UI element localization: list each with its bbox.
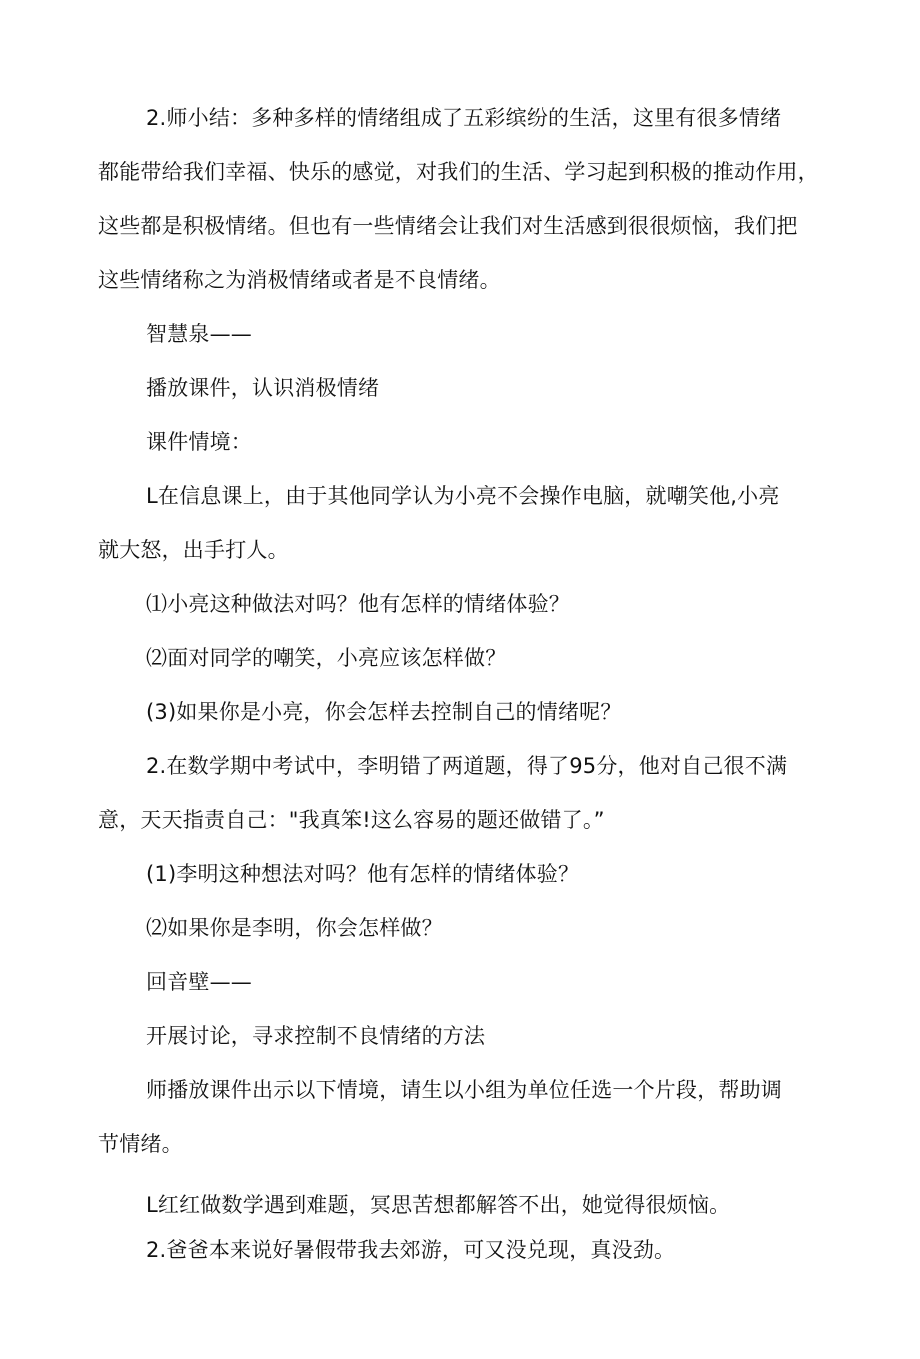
paragraph-line: 就大怒，出手打人。 — [98, 538, 289, 562]
question-item: ⑵面对同学的嘲笑，小亮应该怎样做？ — [146, 646, 507, 670]
paragraph-line: 节情绪。 — [98, 1132, 183, 1156]
paragraph-line: 这些情绪称之为消极情绪或者是不良情绪。 — [98, 268, 501, 292]
list-item: 2.爸爸本来说好暑假带我去郊游，可又没兑现，真没劲。 — [146, 1238, 676, 1262]
question-item: (3)如果你是小亮，你会怎样去控制自己的情绪呢？ — [146, 700, 622, 724]
paragraph-line: 都能带给我们幸福、快乐的感觉，对我们的生活、学习起到积极的推动作用， — [98, 160, 819, 184]
list-item: L红红做数学遇到难题，冥思苦想都解答不出，她觉得很烦恼。 — [146, 1193, 731, 1217]
section-heading: 智慧泉—— — [146, 322, 252, 346]
question-item: ⑴小亮这种做法对吗？他有怎样的情绪体验？ — [146, 592, 570, 616]
paragraph-line: 开展讨论，寻求控制不良情绪的方法 — [146, 1024, 486, 1048]
paragraph-line: L在信息课上，由于其他同学认为小亮不会操作电脑，就嘲笑他,小亮 — [146, 484, 780, 508]
section-heading: 回音壁—— — [146, 970, 252, 994]
paragraph-line: 师播放课件出示以下情境，请生以小组为单位任选一个片段，帮助调 — [146, 1078, 782, 1102]
paragraph-line: 播放课件，认识消极情绪 — [146, 376, 380, 400]
section-heading: 课件情境： — [146, 430, 252, 454]
paragraph-line: 2.在数学期中考试中，李明错了两道题，得了95分，他对自己很不满 — [146, 754, 788, 778]
paragraph-line: 意，天天指责自己："我真笨!这么容易的题还做错了。” — [98, 808, 605, 832]
paragraph-line: 这些都是积极情绪。但也有一些情绪会让我们对生活感到很很烦恼，我们把 — [98, 214, 798, 238]
question-item: (1)李明这种想法对吗？他有怎样的情绪体验？ — [146, 862, 580, 886]
paragraph-line: 2.师小结：多种多样的情绪组成了五彩缤纷的生活，这里有很多情绪 — [146, 106, 782, 130]
question-item: ⑵如果你是李明，你会怎样做？ — [146, 916, 443, 940]
